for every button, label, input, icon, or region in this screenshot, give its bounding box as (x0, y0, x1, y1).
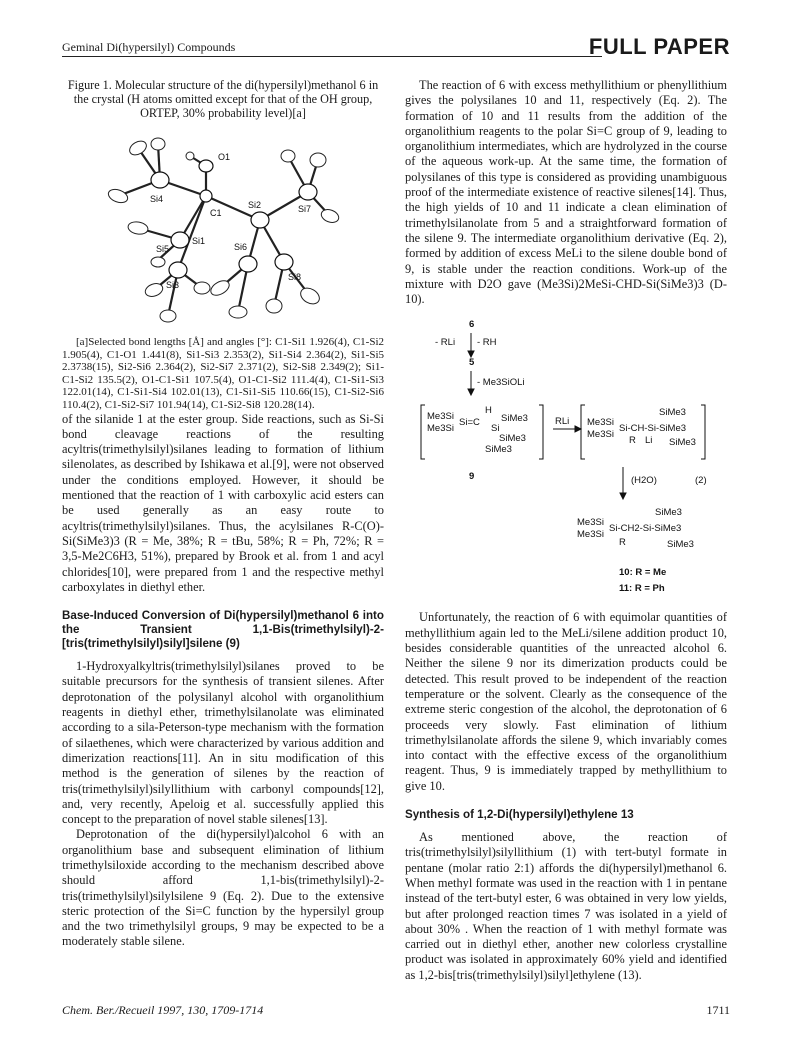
label-Si8: Si8 (288, 272, 302, 282)
product-11-label: 11: R = Ph (619, 583, 665, 595)
left-column (62, 78, 384, 950)
section-heading-base-induced: Base-Induced Conversion of Di(hypersilyl)methanol 6 into the Transient 1,1-Bis(trimethylsilyl)-2-[tris(trimethylsilyl)silyl]silene (9) (62, 609, 384, 651)
reagent-h2o: (H2O) (631, 475, 657, 487)
byproduct-me3siOLi: - Me3SiOLi (477, 377, 525, 389)
section-heading-synthesis: Synthesis of 1,2-Di(hypersilyl)ethylene 13 (405, 808, 634, 822)
compound-6: 6 (469, 319, 475, 331)
journal-citation: Chem. Ber./Recueil 1997, 130, 1709-1714 (62, 1003, 264, 1017)
right-paragraph-1: The reaction of 6 with excess methyllithium or phenyllithium gives the polysilanes 10 and 11, respectively (Eq. 2). The formation of 10 and 11 results from the addition of the organolithium reagents to the polar Si=C group of 9, leading to organolithium intermediates, which are hydrolyzed in the course of the aqueous work-up. At the same time, the formation of polysilanes of this type is considered as providing unambiguous proof of the intermediate existence of reactive silenes[14]. Thus, the high yields of 10 and 11 indicate a clean elimination of trimethylsilanolate from 5 and a straightforward formation of the silene 9. The intermediate organolithium derivative (Eq. 2), formed by addition of excess MeLi to the silene double bond of 9, is stable under the reaction conditions. Work-up of the mixture with D2O gave (Me3Si)2MeSi-CHD-Si(SiMe3)3 (D-10). (405, 78, 727, 307)
reagent-rli: - RLi (435, 337, 456, 349)
equation-number: (2) (695, 475, 707, 487)
reaction-scheme-eq2 (405, 315, 727, 600)
product-me3si-top: Me3Si (577, 517, 604, 529)
intermediate-me3si-top: Me3Si (587, 417, 614, 429)
right-paragraph-2: Unfortunately, the reaction of 6 with equimolar quantities of methyllithium again led to the MeLi/silene addition product 10, besides considerable quantities of the unreacted alcohol 6. Neither the silene 9 nor its dimerization products could be detected. This result proved to be independent of the reaction temperature or the solvent. Clearly as the consequence of the extreme steric congestion of the alcohol, the deprotonation of 6 proceeds very slowly. Fast elimination of lithium trimethylsilanolate affords the silene 9, which invariably comes into contact with the effective excess of the organolithium reagent. Thus, 9 is immediately trapped by methyllithium to give 10. (405, 610, 727, 793)
figure-caption: Figure 1. Molecular structure of the di(hypersilyl)methanol 6 in the crystal (H atoms omitted except for that of the OH group, ORTEP, 30% probability level)[a] (67, 78, 379, 120)
left-paragraph-3: Deprotonation of the di(hypersilyl)alcohol 6 with an organolithium base and subsequent elimination of lithium trimethylsiloxide according to the mechanism described above should afford 1,1-bis(trimethylsilyl)-2-tris(trimethylsilyl)silylsilene 9 (Eq. 2). Due to the extensive steric protection of the Si=C function by the hypersilyl group and the two trimethylsilyl groups, 9 may be expected to be a moderately stable silene. (62, 827, 384, 949)
product-r: R (619, 537, 626, 549)
intermediate-core: Si-CH-Si-SiMe3 (619, 423, 687, 435)
silene-me3si-bottom: Me3Si (427, 423, 454, 435)
silene-si-c: Si=C (459, 417, 480, 429)
product-me3si-bottom: Me3Si (577, 529, 604, 541)
running-title: Geminal Di(hypersilyl) Compounds (62, 40, 236, 54)
silene-sime3-b: SiMe3 (499, 433, 526, 445)
label-Si6: Si6 (234, 242, 248, 252)
product-10-label: 10: R = Me (619, 567, 667, 579)
label-Si5: Si5 (156, 244, 170, 254)
silene-h: H (485, 405, 492, 417)
intermediate-sime3-top: SiMe3 (659, 407, 686, 419)
header-rule (62, 56, 602, 57)
ortep-figure (98, 120, 348, 326)
section-label: FULL PAPER (588, 34, 730, 59)
right-column (405, 78, 727, 983)
byproduct-rh: - RH (477, 337, 497, 349)
intermediate-sime3-bottom: SiMe3 (669, 437, 696, 449)
intermediate-me3si-bottom: Me3Si (587, 429, 614, 441)
label-C1: C1 (210, 208, 222, 218)
silene-sime3-c: SiMe3 (485, 444, 512, 456)
label-O1: O1 (218, 152, 231, 162)
page-number: 1711 (706, 1003, 730, 1017)
product-sime3-bottom: SiMe3 (667, 539, 694, 551)
reagent-rli-2: RLi (555, 416, 570, 428)
silene-sime3-a: SiMe3 (501, 413, 528, 425)
figure-footnote: [a]Selected bond lengths [Å] and angles [°]: C1-Si1 1.926(4), C1-Si2 1.905(4), C1-O1 1.441(8), Si1-Si3 2.353(2), Si1-Si4 2.364(2), Si1-Si5 2.3738(15), Si2-Si6 2.364(2), Si2-Si7 2.371(2), Si2-Si8 2.349(2); Si1-C1-Si2 135.5(2), O1-C1-Si1 107.5(4), O1-C1-Si2 111.4(4), C1-Si1-Si3 122.01(14), C1-Si1-Si4 102.01(13), C1-Si1-Si5 110.66(15), C1-Si2-Si6 110.4(2), C1-Si2-Si7 101.94(14), C1-Si2-Si8 120.28(14). (62, 336, 384, 411)
right-paragraph-3: As mentioned above, the reaction of tris(trimethylsilyl)silyllithium (1) with tert-butyl formate in pentane (molar ratio 2:1) affords the di(hypersilyl)methanol 6. When methyl formate was used in the reaction with 1 in pentane instead of the tert-butyl ester, 6 was obtained in very low yields, but after prolonged reaction times 7 was isolated in a yield of about 30% . When the reaction of 1 with methyl formate was carried out in diethyl ether, another new colorless crystalline product was isolated in approximately 60% yield and identified as 1,2-bis[tris(trimethylsilyl)silyl]ethylene (13). (405, 830, 727, 982)
left-paragraph-1: of the silanide 1 at the ester group. Side reactions, such as Si-Si bond cleavage reactions of the resulting acyltris(trimethylsilyl)silanes leading to formation of lithium silenolates, as described by Ishikawa et al.[9], were not observed under the conditions employed. However, it should be mentioned that the reaction of 1 with carboxylic acid esters can be used generally as an easy route to acyltris(trimethylsilyl)silanes. Thus, the acylsilanes R-C(O)-Si(SiMe3)3 (R = Me, 38%; R = tBu, 58%; R = Ph, 72%; R = 3,5-Me2C6H3, 51%), prepared by Brook et al. from 1 and acyl chlorides[10], were prepared from 1 and the respective methyl carboxylates in diethyl ether. (62, 411, 384, 594)
compound-5: 5 (469, 357, 475, 369)
label-Si1: Si1 (192, 236, 206, 246)
silene-me3si-top: Me3Si (427, 411, 454, 423)
label-Si3: Si3 (166, 280, 180, 290)
silene-si: Si (491, 423, 500, 435)
label-Si7: Si7 (298, 204, 312, 214)
label-Si2: Si2 (248, 200, 262, 210)
left-paragraph-2: 1-Hydroxyalkyltris(trimethylsilyl)silanes proved to be suitable precursors for the synthesis of transient silenes. After deprotonation of the polysilanyl alcohol with organolithium reagents in diethyl ether, trimethylsilanolate was eliminated according to a sila-Peterson-type mechanism with the formation of silaethenes, which were characterized by various addition and dimerization reactions[11]. An in situ modification of this method is the generation of silenes by the reaction of tris(trimethylsilyl)silyllithium with carbonyl compounds[12], and, very recently, Apeloig et al. successfully applied this concept to the preparation of novel stable silenes[13]. (62, 659, 384, 827)
compound-9: 9 (469, 471, 475, 483)
intermediate-r: R (629, 435, 636, 447)
intermediate-li: Li (645, 435, 653, 447)
label-Si4: Si4 (150, 194, 164, 204)
product-core: Si-CH2-Si-SiMe3 (609, 523, 682, 535)
product-sime3-top: SiMe3 (655, 507, 682, 519)
